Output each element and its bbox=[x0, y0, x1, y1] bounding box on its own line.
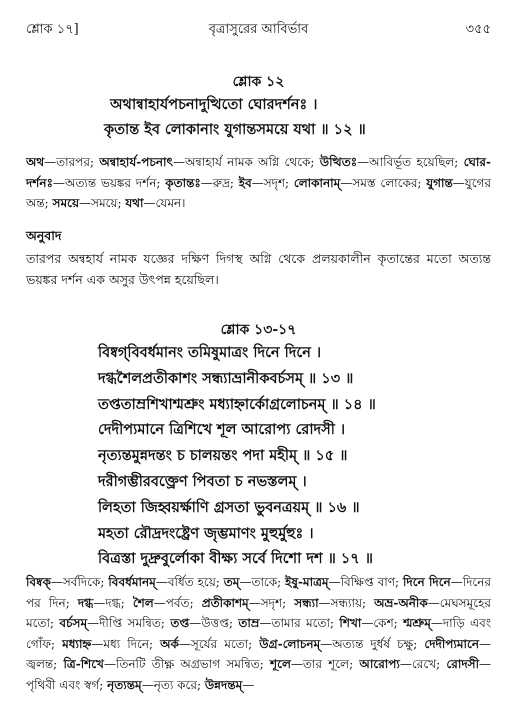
gloss-term: অর্ক bbox=[160, 636, 179, 651]
gloss-meaning: —রেখে; bbox=[399, 657, 447, 671]
gloss-meaning: —আবির্ভূত হয়েছিল; bbox=[357, 155, 464, 169]
gloss-term: ইব bbox=[238, 175, 252, 190]
gloss-list bbox=[26, 575, 491, 692]
gloss-term: কৃতান্তঃ bbox=[165, 175, 201, 190]
gloss-meaning: —তিনটি তীক্ষ্ণ অগ্রভাগ সমন্বিত; bbox=[103, 657, 271, 671]
gloss-meaning: —পৃথিবী এবং স্বর্গ; bbox=[26, 657, 492, 692]
gloss-meaning: —বিক্ষিপ্ত বাণ; bbox=[328, 575, 403, 589]
gloss-meaning: —দাড়ি এবং গোঁফ; bbox=[26, 616, 491, 651]
gloss-meaning: —সর্বদিকে; bbox=[50, 575, 109, 589]
gloss-meaning: —সন্ধ্যায়; bbox=[318, 595, 375, 610]
gloss-term: আরোপ্য bbox=[359, 657, 400, 671]
verse-12-line-1: অথান্বাহার্যপচনাদুত্থিতো ঘোরদর্শনঃ । bbox=[110, 96, 318, 113]
translation-heading: অনুবাদ bbox=[26, 228, 62, 243]
gloss-term: দগ্ধ bbox=[77, 595, 94, 610]
verse-13-17-heading: শ্লোক ১৩-১৭ bbox=[220, 322, 297, 338]
gloss-meaning: —কেশ; bbox=[361, 616, 404, 630]
gloss-term: ইষু-মাত্রম্ bbox=[285, 575, 329, 589]
gloss-term: যুগান্ত bbox=[426, 175, 453, 190]
gloss-meaning: —বর্ধিত হয়ে; bbox=[155, 575, 224, 589]
gloss-term: রোদসী bbox=[446, 657, 480, 671]
gloss-meaning: —অত্যন্ত ভয়ঙ্কর দর্শন; bbox=[52, 175, 166, 190]
gloss-term: লোকানাম্ bbox=[293, 175, 341, 190]
gloss-meaning: —যুগের অন্ত; bbox=[26, 175, 491, 210]
gloss-meaning: —সদৃশ; bbox=[248, 595, 295, 610]
gloss-meaning: —তারপর; bbox=[44, 155, 100, 169]
gloss-meaning: —সদৃশ; bbox=[251, 175, 294, 190]
gloss-term: প্রতীকাশম্ bbox=[201, 595, 249, 610]
header-chapter-title: বৃত্রাসুরের আবির্ভাব bbox=[208, 22, 309, 37]
gloss-meaning: —অত্যন্ত দুর্ধর্ষ চক্ষু; bbox=[320, 636, 425, 651]
gloss-term: যথা bbox=[125, 196, 144, 210]
gloss-meaning: —দিনের পর দিন; bbox=[26, 575, 492, 610]
gloss-meaning: —দগ্ধ; bbox=[93, 595, 133, 610]
gloss-term: শিখা bbox=[339, 616, 362, 630]
gloss-term: উত্থিতঃ bbox=[319, 155, 358, 169]
gloss-term: দেদীপ্যমানে bbox=[424, 636, 480, 651]
header-verse-ref: শ্লোক ১৭] bbox=[26, 22, 79, 37]
gloss-meaning: —তার শূলে; bbox=[290, 657, 360, 671]
gloss-term: শ্মশ্রুম্ bbox=[403, 616, 431, 630]
gloss-meaning: —তাকে; bbox=[239, 575, 286, 589]
gloss-term: নৃত্যন্তম্ bbox=[107, 677, 142, 692]
gloss-term: বিবর্ধমানম্ bbox=[108, 575, 156, 589]
gloss-meaning: —সূর্যের মতো; bbox=[178, 636, 260, 651]
translation-text: তারপর অন্বহার্য নামক যজ্ঞের দক্ষিণ দিগস্থ অগ্নি থেকে প্রলয়কালীন কৃতান্তের মতো অত্যন্ত ভয়ঙ্কর দর্শন এক অসুর উৎপন্ন হয়েছিল। bbox=[26, 251, 491, 287]
gloss-meaning: — bbox=[242, 677, 255, 692]
gloss-term: বর্চসম্ bbox=[59, 616, 88, 630]
verse-12-word-meanings bbox=[26, 152, 491, 214]
gloss-meaning: —জ্বলন্ত; bbox=[26, 636, 492, 671]
gloss-list bbox=[26, 155, 491, 210]
verse-line: দেদীপ্যমানে ত্রিশিখে শূল আরোপ্য রোদসী । bbox=[98, 421, 346, 439]
gloss-term: মধ্যাহ্ন bbox=[62, 636, 92, 651]
gloss-term: তপ্ত bbox=[170, 616, 190, 630]
verse-12-text bbox=[104, 92, 366, 142]
gloss-meaning: —উত্তপ্ত; bbox=[189, 616, 239, 630]
gloss-meaning: —সমস্ত লোকের; bbox=[340, 175, 427, 190]
verse-13-17-text bbox=[98, 340, 376, 572]
gloss-meaning: —অন্বাহার্য নামক অগ্নি থেকে; bbox=[172, 155, 320, 169]
verse-12-line-2: কৃতান্ত ইব লোকানাং যুগান্তসময়ে যথা ॥ ১২ ॥ bbox=[104, 121, 366, 138]
verse-line: লিহতা জিহ্বয়র্ক্ষাণি গ্রসতা ভুবনত্রয়ম্ ॥ ১৬ ॥ bbox=[98, 498, 360, 516]
verse-line: বিষ্বগ্‌বিবর্ধমানং তমিষুমাত্রং দিনে দিনে । bbox=[98, 344, 322, 361]
gloss-term: তম্ bbox=[223, 575, 240, 589]
gloss-term: তাম্র bbox=[238, 616, 260, 630]
gloss-term: সন্ধ্যা bbox=[294, 595, 319, 610]
gloss-term: অথ bbox=[26, 155, 45, 169]
running-header bbox=[26, 20, 491, 42]
gloss-meaning: —তামার মতো; bbox=[259, 616, 340, 630]
gloss-term: বিষ্বক্ bbox=[26, 575, 51, 589]
verse-line: নৃত্যন্তমুন্নদন্তং চ চালয়ন্তং পদা মহীম্ ॥ ১৫ ॥ bbox=[98, 447, 348, 465]
gloss-term: ঘোর-দর্শনঃ bbox=[26, 155, 491, 190]
gloss-meaning: —পর্বত; bbox=[153, 595, 202, 610]
gloss-meaning: —সময়ে; bbox=[79, 196, 126, 210]
gloss-meaning: —দীপ্তি সমন্বিত; bbox=[87, 616, 171, 630]
gloss-meaning: —মধ্য দিনে; bbox=[91, 636, 161, 651]
gloss-term: উন্নদন্তম্ bbox=[204, 677, 243, 692]
gloss-meaning: —মেঘসমূহের মতো; bbox=[26, 595, 491, 630]
verse-line: দগ্ধশৈলপ্রতীকাশং সন্ধ্যাভ্রানীকবর্চসম্ ॥ ১৩ ॥ bbox=[98, 369, 354, 387]
verse-line: তপ্ততাম্রশিখাশ্মশ্রুং মধ্যাহ্নার্কোগ্রলোচনম্ ॥ ১৪ ॥ bbox=[98, 395, 376, 413]
page-number: ৩৫৫ bbox=[465, 22, 491, 37]
gloss-meaning: —নৃত্য করে; bbox=[141, 677, 205, 692]
gloss-meaning: —যেমন। bbox=[143, 196, 186, 210]
verse-12-heading: শ্লোক ১২ bbox=[232, 74, 285, 90]
verse-line: মহতা রৌদ্রদংষ্ট্রেণ জৃম্ভমাণং মুহুর্মুহুঃ । bbox=[98, 524, 314, 542]
verse-line: দরীগম্ভীরবক্ত্রেণ পিবতা চ নভস্তলম্ । bbox=[98, 472, 307, 490]
gloss-term: উগ্র-লোচনম্ bbox=[259, 636, 321, 651]
gloss-term: শৈল bbox=[132, 595, 154, 610]
gloss-term: অন্বাহার্য-পচনাৎ bbox=[99, 155, 173, 169]
gloss-term: শূলে bbox=[270, 657, 291, 671]
gloss-term: সময়ে bbox=[52, 196, 80, 210]
verse-line: বিত্রস্তা দুদ্রুবুর্লোকা বীক্ষ্য সর্বে দিশো দশ ॥ ১৭ ॥ bbox=[98, 550, 373, 568]
gloss-term: দিনে দিনে bbox=[402, 575, 451, 589]
gloss-term: ত্রি-শিখে bbox=[63, 657, 104, 671]
verse-13-17-word-meanings bbox=[26, 572, 491, 695]
gloss-meaning: —রুদ্র; bbox=[200, 175, 239, 190]
gloss-term: অভ্র-অনীক bbox=[374, 595, 428, 610]
